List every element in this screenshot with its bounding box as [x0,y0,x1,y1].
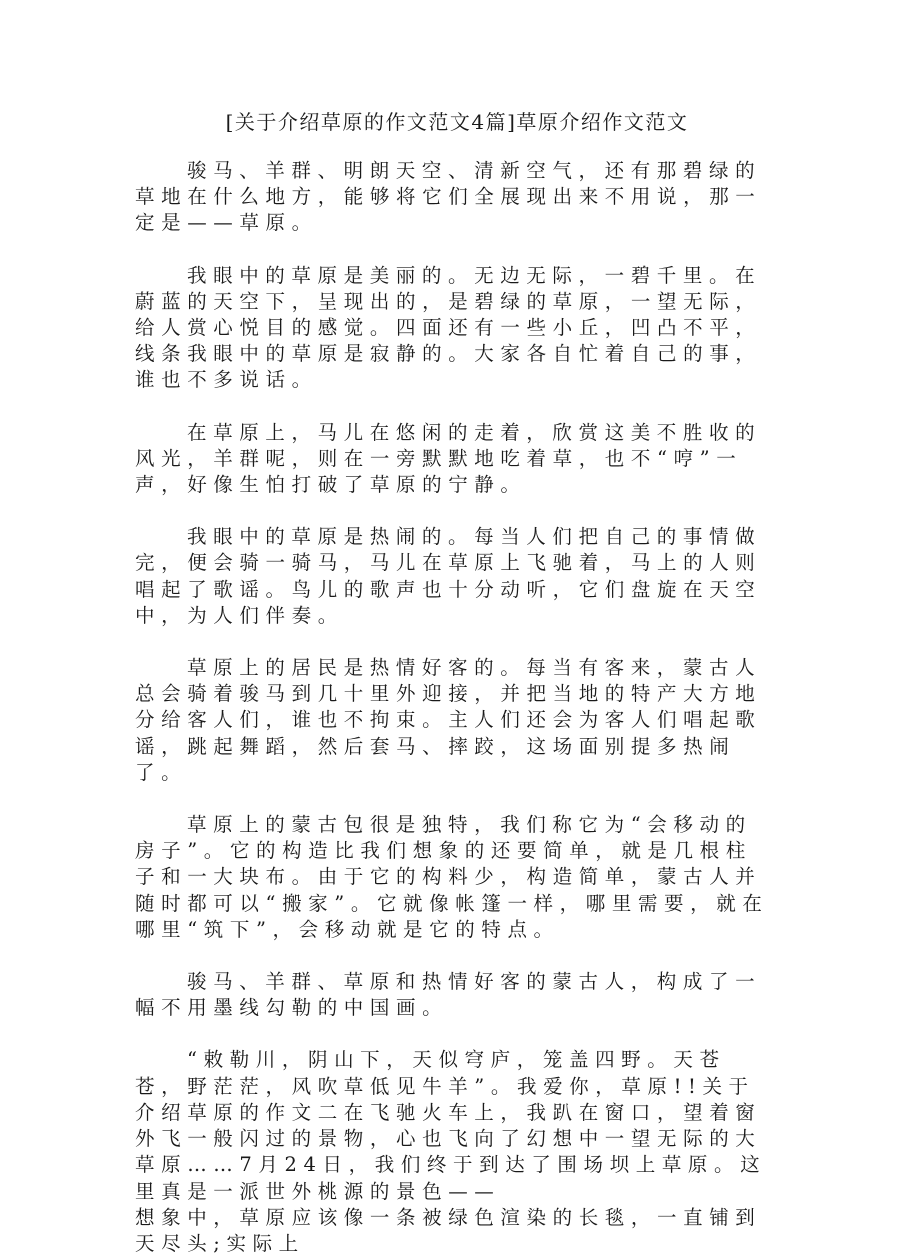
document-page [135,108,771,1257]
document-title: [关于介绍草原的作文范文4篇]草原介绍作文范文 [225,110,689,134]
paragraph-intro: 骏马、羊群、明朗天空、清新空气，还有那碧绿的草地在什么地方，能够将它们全展现出来不用说，那一定是——草原。 [135,159,762,235]
paragraph-lively: 我眼中的草原是热闹的。每当人们把自己的事情做完，便会骑一骑马，马儿在草原上飞驰着，马上的人则唱起了歌谣。鸟儿的歌声也十分动听，它们盘旋在天空中，为人们伴奏。 [135,525,762,627]
paragraph-hospitable: 草原上的居民是热情好客的。每当有客来，蒙古人总会骑着骏马到几十里外迎接，并把当地的特产大方地分给客人们，谁也不拘束。主人们还会为客人们唱起歌谣，跳起舞蹈，然后套马、摔跤，这场面别提多热闹了。 [135,656,762,784]
paragraph-beautiful: 我眼中的草原是美丽的。无边无际，一碧千里。在蔚蓝的天空下，呈现出的，是碧绿的草原，一望无际，给人赏心悦目的感觉。四面还有一些小丘，凹凸不平，线条我眼中的草原是寂静的。大家各自忙着自己的事，谁也不多说话。 [135,263,762,392]
paragraph-quiet: 在草原上，马儿在悠闲的走着，欣赏这美不胜收的风光，羊群呢，则在一旁默默地吃着草，也不“哼”一声，好像生怕打破了草原的宁静。 [135,420,762,497]
paragraph-poem: “敕勒川，阴山下，天似穹庐，笼盖四野。天苍苍，野茫茫，风吹草低见牛羊”。我爱你，草原!!关于介绍草原的作文二在飞驰火车上，我趴在窗口，望着窗外飞一般闪过的景物，心也飞向了幻想中一望无际的大草原……7月24日，我们终于到达了围场坝上草原。这里真是一派世外桃源的景色—— [135,1048,767,1203]
paragraph-imagination: 想象中，草原应该像一条被绿色渲染的长毯，一直铺到天尽头;实际上 [135,1205,762,1255]
paragraph-yurt: 草原上的蒙古包很是独特，我们称它为“会移动的房子”。它的构造比我们想象的还要简单，就是几根柱子和一大块布。由于它的构料少，构造简单，蒙古人并随时都可以“搬家”。它就像帐篷一样，哪里需要，就在哪里“筑下”，会移动就是它的特点。 [135,813,769,941]
paragraph-painting: 骏马、羊群、草原和热情好客的蒙古人，构成了一幅不用墨线勾勒的中国画。 [135,970,762,1020]
